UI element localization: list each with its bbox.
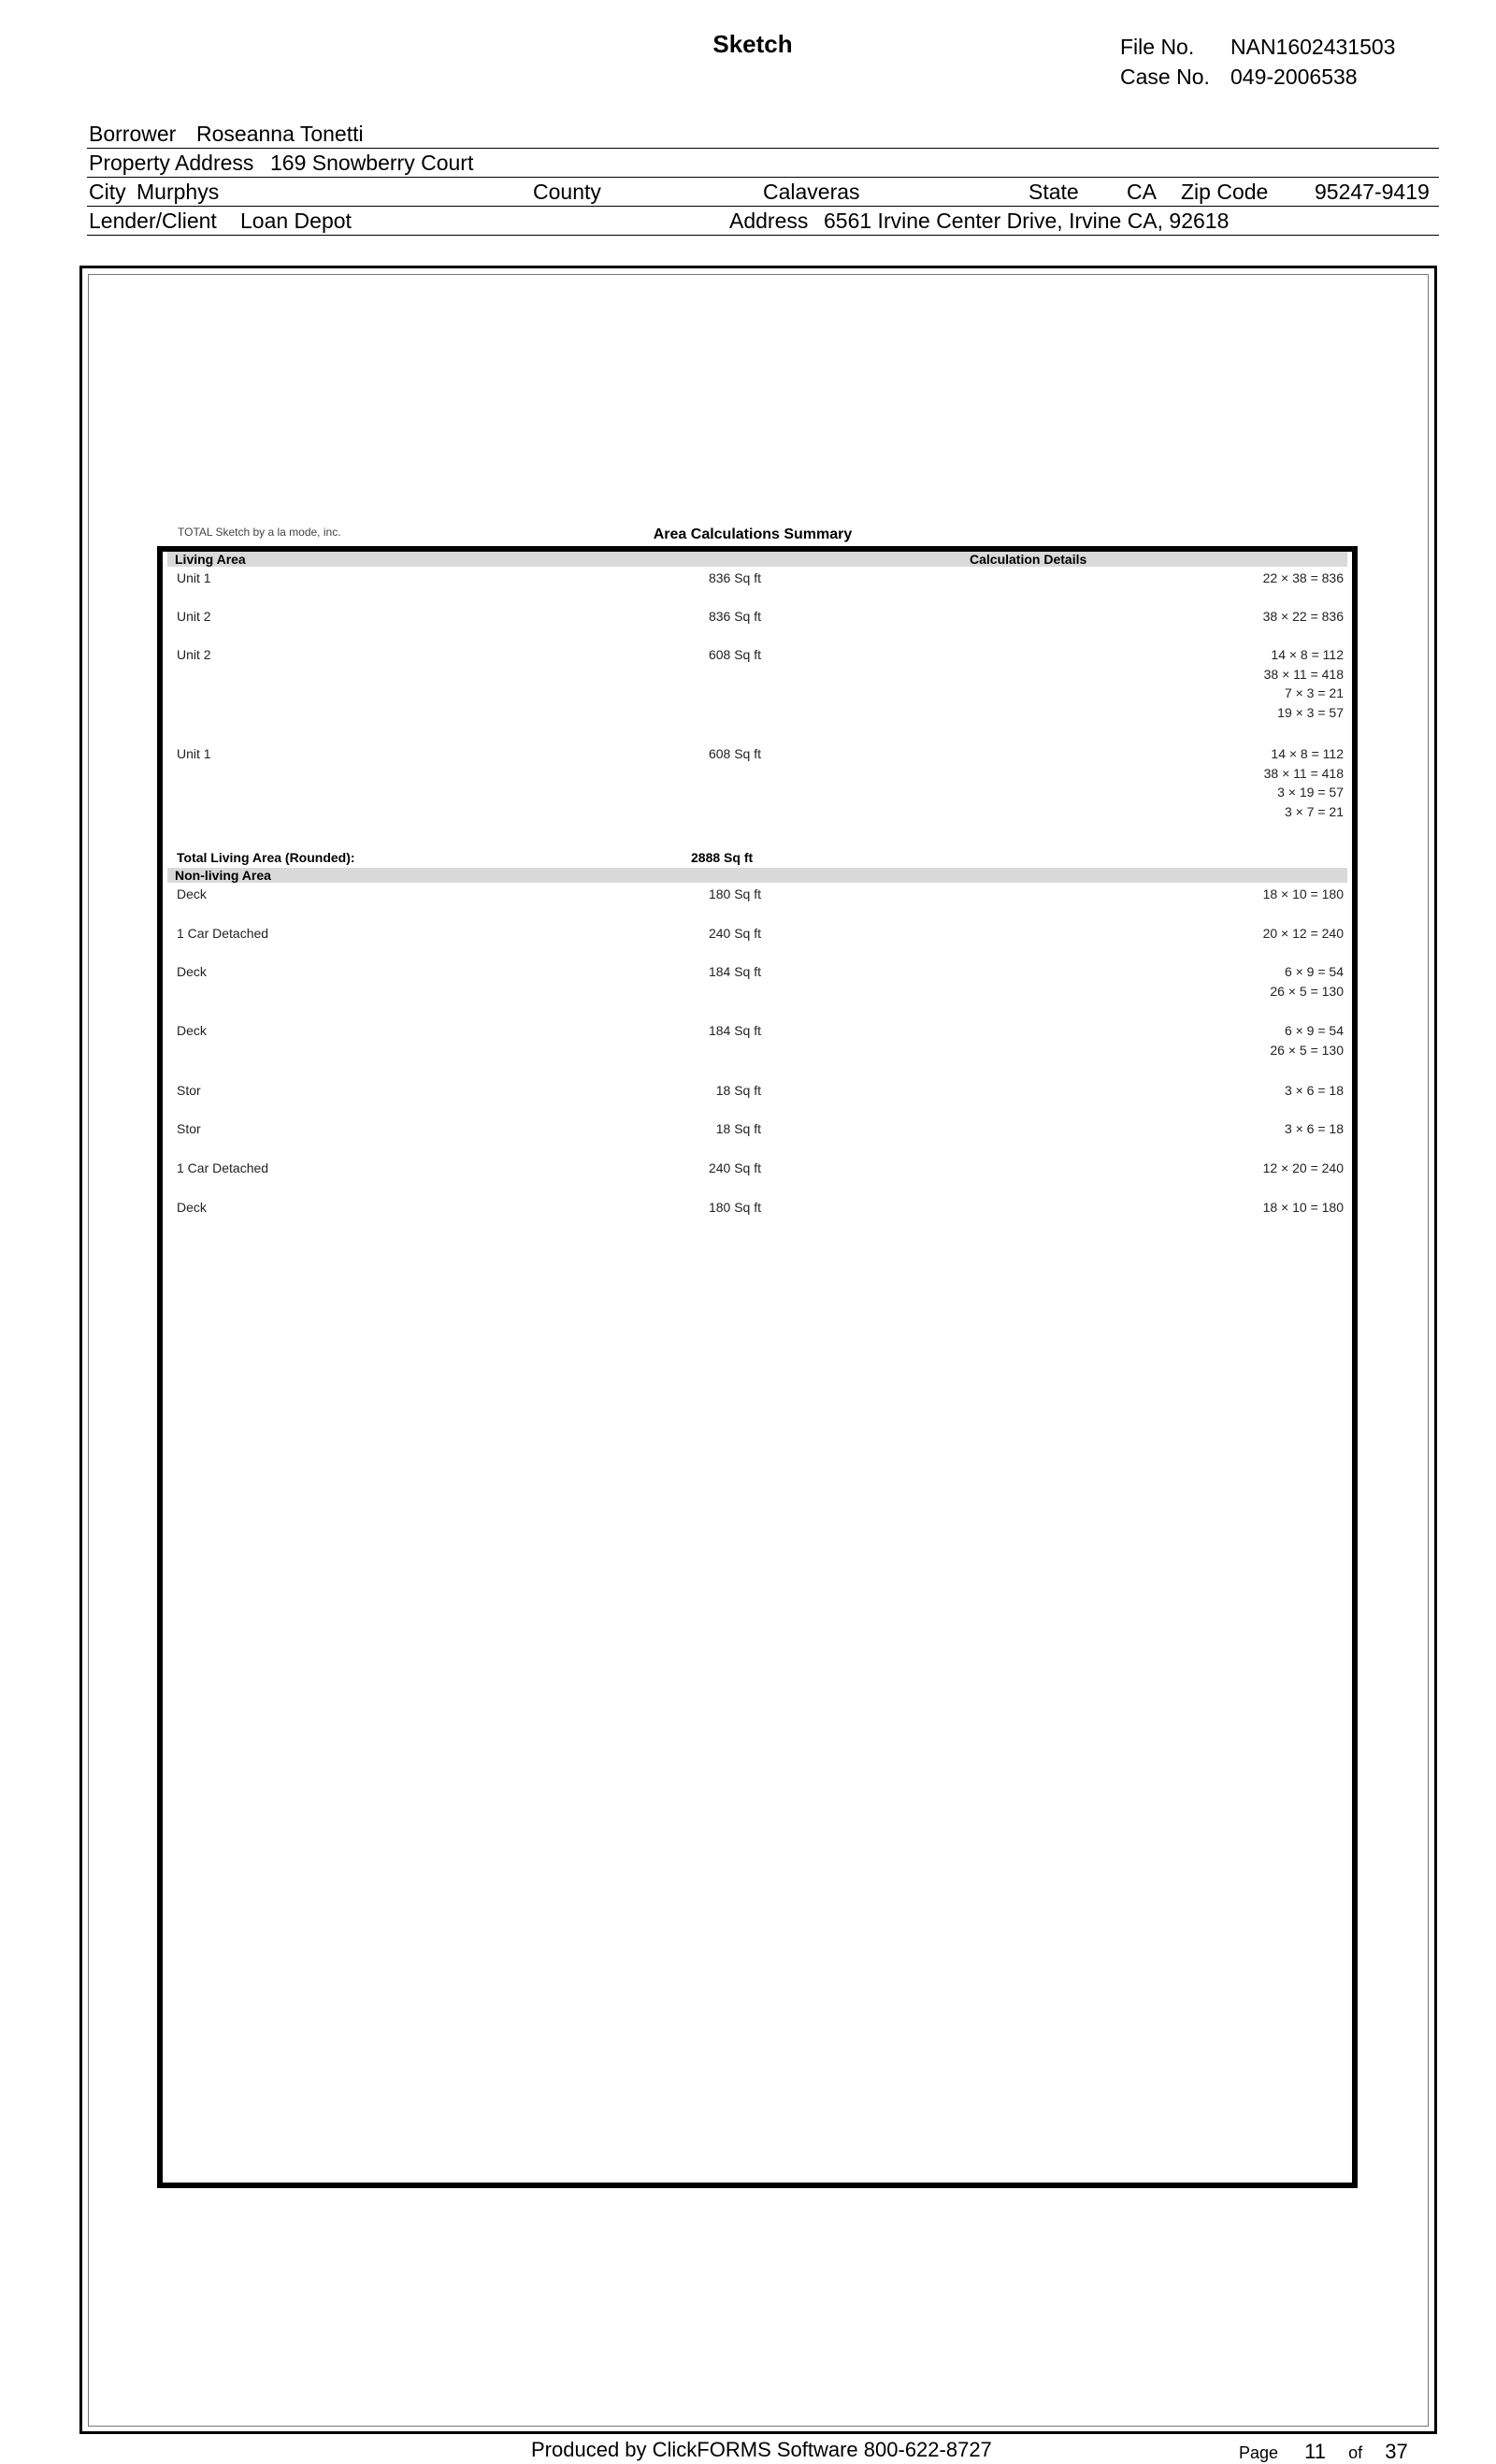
row-area: 180 Sq ft: [708, 886, 761, 901]
file-no-label: File No.: [1120, 35, 1195, 59]
property-address-label: Property Address: [89, 151, 254, 175]
case-no-value: 049-2006538: [1230, 65, 1358, 89]
row-calculation: 3 × 7 = 21: [1284, 803, 1344, 819]
row-calculation: 26 × 5 = 130: [1270, 1042, 1344, 1058]
property-address-value: 169 Snowberry Court: [270, 151, 474, 175]
living-area-label: Living Area: [175, 552, 246, 567]
living-area-header: [167, 552, 1347, 567]
row-name: Deck: [177, 886, 207, 901]
row-calculation: 19 × 3 = 57: [1277, 704, 1344, 720]
case-no-label: Case No.: [1120, 65, 1210, 89]
borrower-label: Borrower: [89, 122, 177, 146]
row-calculation: 14 × 8 = 112: [1271, 647, 1344, 662]
non-living-area-header: [167, 868, 1347, 883]
row-area: 180 Sq ft: [708, 1200, 761, 1215]
row-area: 240 Sq ft: [708, 1160, 761, 1175]
sketch-brand: TOTAL Sketch by a la mode, inc.: [178, 526, 341, 539]
row-area: 836 Sq ft: [708, 609, 761, 624]
borrower-value: Roseanna Tonetti: [196, 122, 364, 146]
file-info: [1120, 32, 1395, 92]
report-title: Area Calculations Summary: [653, 526, 853, 542]
row-name: 1 Car Detached: [177, 1160, 269, 1175]
row-area: 240 Sq ft: [708, 926, 761, 941]
page-title: Sketch: [712, 30, 793, 58]
row-name: Deck: [177, 964, 207, 979]
report-body: [167, 552, 1347, 2183]
row-calculation: 12 × 20 = 240: [1262, 1160, 1344, 1175]
row-calculation: 20 × 12 = 240: [1262, 926, 1344, 941]
row-name: Stor: [177, 1121, 201, 1136]
row-name: Deck: [177, 1023, 207, 1038]
row-calculation: 3 × 6 = 18: [1284, 1121, 1344, 1136]
row-name: Unit 2: [177, 609, 211, 624]
case-no-row: [1120, 62, 1395, 92]
lender-value: Loan Depot: [240, 209, 352, 233]
calculation-details-label: Calculation Details: [970, 552, 1087, 567]
row-area: 608 Sq ft: [708, 647, 761, 662]
total-living-value: 2888 Sq ft: [691, 850, 754, 865]
row-name: Stor: [177, 1083, 201, 1098]
zip-value: 95247-9419: [1315, 180, 1430, 204]
page-total: 37: [1385, 2440, 1408, 2463]
row-area: 608 Sq ft: [708, 746, 761, 761]
row-calculation: 38 × 11 = 418: [1263, 765, 1344, 781]
page-indicator: [1239, 2440, 1408, 2464]
row-calculation: 22 × 38 = 836: [1262, 570, 1344, 585]
city-value: Murphys: [137, 180, 220, 204]
city-row: [87, 178, 1439, 207]
row-calculation: 26 × 5 = 130: [1270, 983, 1344, 999]
borrower-row: [87, 120, 1439, 149]
lender-address-label: Address: [729, 209, 809, 233]
row-calculation: 18 × 10 = 180: [1262, 1200, 1344, 1215]
row-calculation: 3 × 6 = 18: [1284, 1083, 1344, 1098]
county-label: County: [533, 180, 601, 204]
state-label: State: [1028, 180, 1079, 204]
row-calculation: 18 × 10 = 180: [1262, 886, 1344, 901]
row-calculation: 38 × 22 = 836: [1262, 609, 1344, 624]
row-area: 836 Sq ft: [708, 570, 761, 585]
row-name: Deck: [177, 1200, 207, 1215]
file-no-row: [1120, 32, 1395, 62]
total-living-label: Total Living Area (Rounded):: [177, 850, 355, 865]
area-calculations-report: [157, 546, 1358, 2188]
file-no-value: NAN1602431503: [1230, 35, 1396, 59]
row-name: Unit 1: [177, 570, 211, 585]
row-area: 18 Sq ft: [715, 1121, 761, 1136]
row-area: 18 Sq ft: [715, 1083, 761, 1098]
of-label: of: [1348, 2443, 1363, 2462]
row-calculation: 7 × 3 = 21: [1284, 685, 1344, 700]
state-value: CA: [1127, 180, 1157, 204]
row-area: 184 Sq ft: [708, 1023, 761, 1038]
lender-row: [87, 207, 1439, 236]
page-number: 11: [1304, 2440, 1327, 2463]
row-calculation: 38 × 11 = 418: [1263, 666, 1344, 682]
row-name: 1 Car Detached: [177, 926, 269, 941]
row-area: 184 Sq ft: [708, 964, 761, 979]
row-calculation: 14 × 8 = 112: [1271, 746, 1344, 761]
county-value: Calaveras: [763, 180, 860, 204]
city-label: City: [89, 180, 126, 204]
lender-address-value: 6561 Irvine Center Drive, Irvine CA, 92618: [824, 209, 1230, 233]
row-name: Unit 1: [177, 746, 211, 761]
row-calculation: 6 × 9 = 54: [1284, 1023, 1344, 1038]
row-calculation: 6 × 9 = 54: [1284, 964, 1344, 979]
non-living-area-label: Non-living Area: [175, 868, 271, 883]
property-address-row: [87, 149, 1439, 178]
row-calculation: 3 × 19 = 57: [1277, 785, 1344, 800]
zip-label: Zip Code: [1181, 180, 1269, 204]
row-name: Unit 2: [177, 647, 211, 662]
lender-label: Lender/Client: [89, 209, 217, 233]
footer-produced-by: Produced by ClickFORMS Software 800-622-8727: [531, 2438, 992, 2461]
page-label: Page: [1239, 2443, 1279, 2462]
